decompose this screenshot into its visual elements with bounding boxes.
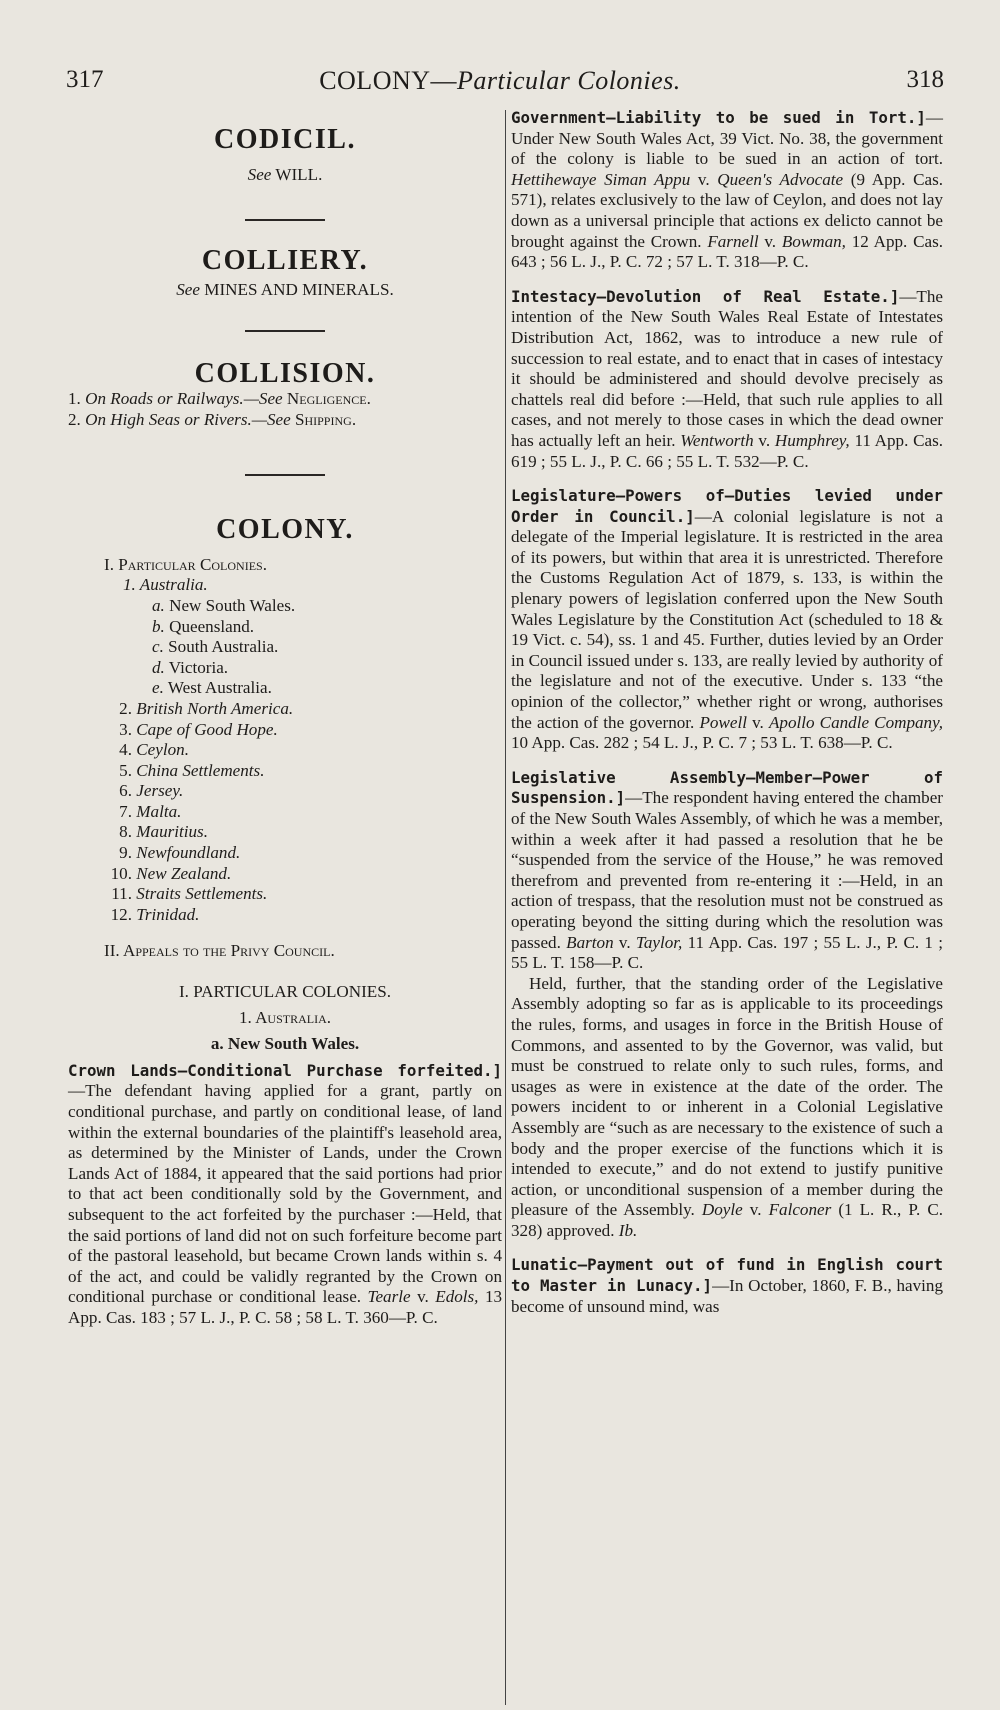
list-item: 3. Cape of Good Hope. bbox=[119, 719, 278, 739]
subsection-heading: 1. Australia. bbox=[238, 1007, 332, 1027]
list-item: 1. On Roads or Railways.—See Negligence. bbox=[68, 388, 371, 408]
list-item: 5. China Settlements. bbox=[119, 760, 265, 780]
list-item: 4. Ceylon. bbox=[119, 740, 189, 760]
government-entry: Government—Liability to be sued in Tort.]—Under New South Wales Act, 39 Vict. No. 38, the government of the colony is liable to be sued in an action of tort. Hettihewaye Siman Appu v. Queen's Advocate (9 App. Cas. 571), relates exclusively to the law of Ceylon, and does not lay down as a universal principle that actions ex delicto cannot be brought against the Crown. Farnell v. Bowman, 12 App. Cas. 643 ; 56 L. J., P. C. 72 ; 57 L. T. 318—P. C. bbox=[511, 108, 944, 272]
codicil-heading: CODICIL. bbox=[214, 124, 356, 155]
list-item: a. New South Wales. bbox=[152, 595, 296, 615]
legislature-entry: Legislature—Powers of—Duties levied under Order in Council.]—A colonial legislature is not a delegate of the Imperial legislature. It is restricted in the area of its powers, but within that area it is unrestricted. Therefore the Customs Regulation Act of 1879, s. 133, is within the plenary powers of legislation conferred upon the New South Wales Legislature by the Constitution Act (scheduled to 18 & 19 Vict. c. 54), ss. 1 and 45. Further, duties levied by an Order in Council issued under s. 133, are really levied by authority of the legislature and not of the executive. Under s. 133 “the opinion of the collector,” whether right or wrong, authorises the action of the governor. Powell v. Apollo Candle Company, 10 App. Cas. 282 ; 54 L. J., P. C. 7 ; 53 L. T. 638—P. C. bbox=[511, 486, 944, 753]
list-item: 9. Newfoundland. bbox=[119, 843, 241, 863]
list-item: 10. New Zealand. bbox=[110, 863, 232, 883]
crown-lands-entry: Crown Lands—Conditional Purchase forfeited.]—The defendant having applied for a grant, partly on conditional purchase, and partly on conditional lease, of land within the external boundaries of the plaintiff's leasehold area, as determined by the Minister of Lands, under the Crown Lands Act of 1884, it appeared that the said portions had prior to that act been conditionally sold by the Government, and subsequent to the act forfeited by the purchaser :—Held, that the said portions of land did not on such forfeiture become part of the pastoral leasehold, but became Crown lands within s. 4 of the act, and could be validly regranted by the Crown on conditional purchase or conditional lease. Tearle v. Edols, 13 App. Cas. 183 ; 57 L. J., P. C. 58 ; 58 L. T. 360—P. C. bbox=[68, 1060, 503, 1327]
list-item: 2. On High Seas or Rivers.—See Shipping. bbox=[68, 409, 357, 429]
list-item: e. West Australia. bbox=[152, 678, 272, 698]
colliery-see: See MINES AND MINERALS. bbox=[176, 279, 394, 299]
list-item: 11. Straits Settlements. bbox=[111, 884, 268, 904]
subsubsection-heading: a. New South Wales. bbox=[210, 1034, 360, 1054]
list-item: 7. Malta. bbox=[119, 801, 182, 821]
collision-heading: COLLISION. bbox=[194, 358, 376, 390]
intestacy-entry: Intestacy—Devolution of Real Estate.]—The intention of the New South Wales Real Estate of Intestates Distribution Act, 1862, was to introduce a new rule of succession to real estate, and to enact that in cases of intestacy it should be administered and should devolve precisely as chattels real did before :—Held, that such rule applies to all cases, and not merely to those cases in which the dead owner has actually left an heir. Wentworth v. Humphrey, 11 App. Cas. 619 ; 55 L. J., P. C. 66 ; 55 L. T. 532—P. C. bbox=[511, 286, 943, 471]
codicil-see: See WILL. bbox=[247, 164, 323, 184]
left-page-number: 317 bbox=[66, 66, 104, 93]
list-item: 12. Trinidad. bbox=[110, 904, 200, 924]
left-column bbox=[68, 108, 502, 1329]
toc-australia: 1. Australia. bbox=[123, 575, 208, 595]
assembly-entry: Legislative Assembly—Member—Power of Suspension.]—The respondent having entered the chamber of the New South Wales Assembly, of which he was a member, within a week after it had passed a resolution that he be “suspended from the service of the House,” he was removed therefrom and prevented from re-entering it :—Held, in an action of trespass, that the resolution must not be construed as operating beyond the sitting during which the resolution was passed. Barton v. Taylor, 11 App. Cas. 197 ; 55 L. J., P. C. 1 ; 55 L. T. 158—P. C. bbox=[511, 767, 943, 973]
colony-contents bbox=[68, 555, 502, 926]
right-page-number: 318 bbox=[906, 66, 944, 93]
column-divider bbox=[505, 110, 506, 1705]
list-item: c. South Australia. bbox=[152, 637, 279, 657]
section-heading: I. PARTICULAR COLONIES. bbox=[178, 982, 392, 1002]
list-item: 2. British North America. bbox=[119, 698, 294, 718]
toc-part-ii: II. Appeals to the Privy Council. bbox=[104, 941, 335, 961]
colony-heading: COLONY. bbox=[216, 514, 354, 546]
list-item: d. Victoria. bbox=[152, 657, 229, 677]
toc-part-i: I. Particular Colonies. bbox=[104, 554, 267, 574]
running-title: COLONY—Particular Colonies. bbox=[319, 66, 681, 95]
lunatic-entry: Lunatic—Payment out of fund in English court to Master in Lunacy.]—In October, 1860, F. B., having become of unsound mind, was bbox=[511, 1255, 944, 1316]
running-header bbox=[0, 66, 1000, 100]
collision-list bbox=[68, 389, 502, 430]
list-item: 6. Jersey. bbox=[119, 781, 184, 801]
colliery-heading: COLLIERY. bbox=[201, 245, 369, 277]
list-item: 8. Mauritius. bbox=[119, 822, 208, 842]
list-item: b. Queensland. bbox=[152, 616, 255, 636]
right-column bbox=[511, 108, 943, 1317]
assembly-entry-continued: Held, further, that the standing order of the Legislative Assembly adopting so far as is applicable to its proceedings the rules, forms, and usages in force in the British House of Commons, and assented to by the Governor, was valid, but must be construed to relate only to such rules, forms, and usages as were in existence at the date of the order. The powers incident to or inherent in a Colonial Legislative Assembly are “such as are necessary to the existence of such a body and the proper exercise of the functions which it is intended to execute,” and do not extend to justify punitive action, or unconditional suspension of a member during the pleasure of the Assembly. Doyle v. Falconer (1 L. R., P. C. 328) approved. Ib. bbox=[511, 973, 943, 1240]
